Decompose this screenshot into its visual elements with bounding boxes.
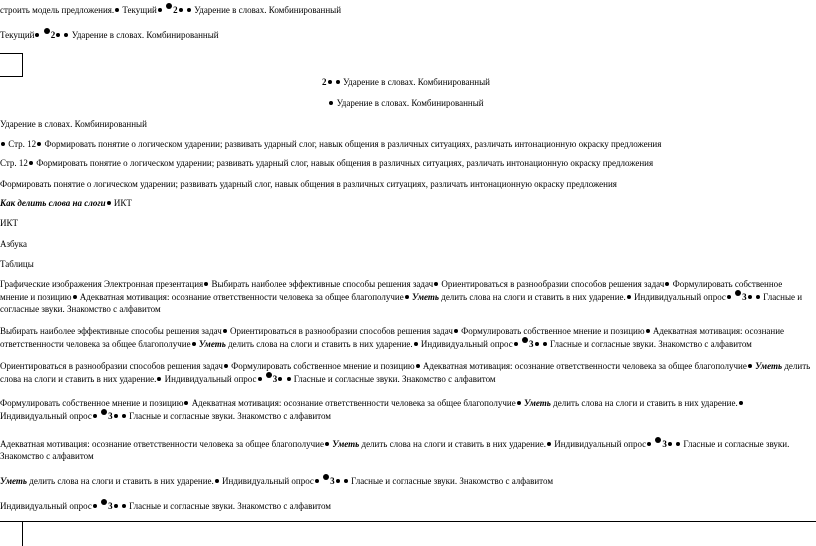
table-border-line <box>0 521 816 522</box>
p6-i: 3 <box>330 476 335 486</box>
line-1-a: строить модель предложения. <box>0 5 115 15</box>
p3-g: делить слова на слоги и ставить в них ударение. <box>0 361 811 384</box>
bullet-icon <box>64 33 68 37</box>
p1-d: Формулировать собственное мнение и позицию <box>0 279 783 302</box>
p4-d: Формулировать собственное мнение и позицию <box>0 398 184 408</box>
line-10 <box>0 217 812 229</box>
bullet-icon <box>323 474 329 480</box>
p3-e: Адекватная мотивация: осознание ответственности человека за общее благополучие <box>420 361 747 371</box>
p7-j: Гласные и согласные звуки. Знакомство с алфавитом <box>126 501 331 511</box>
p1-c: Ориентироваться в разнообразии способов решения задач <box>439 279 665 289</box>
bullet-icon <box>739 401 743 405</box>
p4-g: делить слова на слоги и ставить в них ударение. <box>550 398 738 408</box>
p2-e: Адекватная мотивация: осознание ответственности человека за общее благополучие <box>0 326 785 349</box>
bullet-icon <box>676 442 680 446</box>
line-9-a: Как делить слова на слоги <box>0 198 106 208</box>
p1-h: Индивидуальный опрос <box>631 292 726 302</box>
p2-c: Ориентироваться в разнообразии способов решения задач <box>227 326 453 336</box>
bullet-icon <box>517 401 521 405</box>
line-11-a: Азбука <box>0 239 28 249</box>
line-2-c: 2 <box>50 30 56 40</box>
bullet-icon <box>73 295 77 299</box>
line-6 <box>0 138 812 150</box>
bullet-icon <box>184 401 188 405</box>
bullet-icon <box>668 442 672 446</box>
p4-h: Индивидуальный опрос <box>0 411 92 421</box>
line-9 <box>0 197 812 209</box>
p1-i: 3 <box>742 292 747 302</box>
p6-f: Уметь <box>0 476 27 486</box>
bullet-icon <box>44 28 50 34</box>
line-7 <box>0 157 812 169</box>
table-border-vertical <box>22 521 23 546</box>
paragraph-6 <box>0 474 812 487</box>
bullet-icon <box>166 3 172 9</box>
paragraph-4 <box>0 397 812 422</box>
line-7-b: Формировать понятие о логическом ударении; развивать ударный слог, навык общения в различных ситуациях, различать интонационную окраску предложения <box>33 158 654 168</box>
line-3 <box>0 76 812 88</box>
p2-d: Формулировать собственное мнение и позицию <box>458 326 645 336</box>
line-4 <box>0 97 812 109</box>
p2-f: Уметь <box>196 339 226 349</box>
p7-i: 3 <box>108 501 113 511</box>
bullet-icon <box>107 201 111 205</box>
p5-h: Индивидуальный опрос <box>552 439 647 449</box>
bullet-icon <box>187 8 191 12</box>
bullet-icon <box>93 504 97 508</box>
bullet-icon <box>535 342 539 346</box>
line-3-d: Ударение в словах. Комбинированный <box>340 77 490 87</box>
bullet-icon <box>35 33 39 37</box>
p6-g: делить слова на слоги и ставить в них ударение. <box>26 476 214 486</box>
paragraph-2 <box>0 325 812 350</box>
line-6-a: Стр. 12 <box>6 139 37 149</box>
bullet-icon <box>157 377 161 381</box>
p1-f: Уметь <box>409 292 439 302</box>
line-2 <box>0 28 812 41</box>
bullet-icon <box>204 282 208 286</box>
line-2-a: Текущий <box>0 30 35 40</box>
p5-i: 3 <box>662 439 667 449</box>
paragraph-3 <box>0 360 812 385</box>
bullet-icon <box>56 33 60 37</box>
bullet-icon <box>756 295 760 299</box>
bullet-icon <box>543 342 547 346</box>
p3-j: Гласные и согласные звуки. Знакомство с алфавитом <box>291 374 496 384</box>
line-5-d: Ударение в словах. Комбинированный <box>0 119 147 129</box>
bullet-icon <box>258 377 262 381</box>
p3-d: Формулировать собственное мнение и позицию <box>228 361 415 371</box>
bullet-icon <box>748 364 752 368</box>
p3-c: Ориентироваться в разнообразии способов решения задач <box>0 361 223 371</box>
bullet-icon <box>1 142 5 146</box>
line-8-b: Формировать понятие о логическом ударении; развивать ударный слог, навык общения в различных ситуациях, различать интонационную окраску предложения <box>0 179 617 189</box>
bullet-icon <box>37 142 41 146</box>
line-8 <box>0 178 812 190</box>
bullet-icon <box>29 161 33 165</box>
line-1-b: Текущий <box>120 5 157 15</box>
bullet-icon <box>344 479 348 483</box>
bullet-icon <box>646 329 650 333</box>
p2-b: Выбирать наиболее эффективные способы решения задач <box>0 326 222 336</box>
p1-e: Адекватная мотивация: осознание ответственности человека за общее благополучие <box>77 292 404 302</box>
p6-j: Гласные и согласные звуки. Знакомство с алфавитом <box>348 476 554 486</box>
bullet-icon <box>325 442 329 446</box>
line-4-d: Ударение в словах. Комбинированный <box>334 98 484 108</box>
p5-e: Адекватная мотивация: осознание ответственности человека за общее благополучие <box>0 439 324 449</box>
p1-g: делить слова на слоги и ставить в них ударение. <box>438 292 626 302</box>
p6-h: Индивидуальный опрос <box>219 476 314 486</box>
bullet-icon <box>114 504 118 508</box>
line-5 <box>0 118 812 130</box>
bullet-icon <box>114 414 118 418</box>
bullet-icon <box>665 282 669 286</box>
p4-i: 3 <box>108 411 113 421</box>
paragraph-7 <box>0 499 812 512</box>
p2-h: Индивидуальный опрос <box>418 339 513 349</box>
bullet-icon <box>315 479 319 483</box>
p4-e: Адекватная мотивация: осознание ответственности человека за общее благополучие <box>189 398 516 408</box>
bullet-icon <box>655 437 661 443</box>
paragraph-5 <box>0 437 812 462</box>
bullet-icon <box>414 342 418 346</box>
line-10-a: ИКТ <box>0 218 18 228</box>
bullet-icon <box>101 499 107 505</box>
p1-j: Гласные и согласные звуки. Знакомство с алфавитом <box>0 292 803 314</box>
bullet-icon <box>522 337 528 343</box>
p2-g: делить слова на слоги и ставить в них ударение. <box>225 339 413 349</box>
bullet-icon <box>647 442 651 446</box>
line-7-a: Стр. 12 <box>0 158 28 168</box>
bullet-icon <box>416 364 420 368</box>
bullet-icon <box>547 442 551 446</box>
line-1-d: Ударение в словах. Комбинированный <box>191 5 342 15</box>
bullet-icon <box>215 479 219 483</box>
bullet-icon <box>735 290 741 296</box>
bullet-icon <box>278 377 282 381</box>
line-6-b: Формировать понятие о логическом ударении; развивать ударный слог, навык общения в различных ситуациях, различать интонационную окраску предложения <box>42 139 662 149</box>
p7-h: Индивидуальный опрос <box>0 501 92 511</box>
bullet-icon <box>266 372 272 378</box>
bullet-icon <box>627 295 631 299</box>
bullet-icon <box>287 377 291 381</box>
p3-i: 3 <box>272 374 278 384</box>
bullet-icon <box>748 295 752 299</box>
bullet-icon <box>329 101 333 105</box>
bullet-icon <box>115 8 119 12</box>
line-2-d: Ударение в словах. Комбинированный <box>69 30 219 40</box>
line-1 <box>0 3 812 16</box>
bullet-icon <box>454 329 458 333</box>
bullet-icon <box>223 329 227 333</box>
bullet-icon <box>158 8 162 12</box>
p2-i: 3 <box>529 339 534 349</box>
bullet-icon <box>179 8 183 12</box>
p5-j: Гласные и согласные звуки. Знакомство с алфавитом <box>0 439 790 461</box>
p5-g: делить слова на слоги и ставить в них ударение. <box>359 439 547 449</box>
table-cell-box <box>0 53 23 77</box>
bullet-icon <box>101 409 107 415</box>
bullet-icon <box>336 479 340 483</box>
paragraph-1 <box>0 278 812 315</box>
p2-j: Гласные и согласные звуки. Знакомство с алфавитом <box>547 339 752 349</box>
bullet-icon <box>434 282 438 286</box>
line-3-c: 2 <box>322 77 327 87</box>
p3-f: Уметь <box>752 361 783 371</box>
bullet-icon <box>336 80 340 84</box>
p3-h: Индивидуальный опрос <box>162 374 257 384</box>
line-12 <box>0 258 812 270</box>
bullet-icon <box>192 342 196 346</box>
line-11 <box>0 238 812 250</box>
bullet-icon <box>514 342 518 346</box>
bullet-icon <box>122 504 126 508</box>
p4-f: Уметь <box>521 398 551 408</box>
bullet-icon <box>405 295 409 299</box>
p1-a: Графические изображения Электронная презентация <box>0 279 204 289</box>
bullet-icon <box>122 414 126 418</box>
bullet-icon <box>727 295 731 299</box>
p5-f: Уметь <box>330 439 360 449</box>
bullet-icon <box>93 414 97 418</box>
line-9-b: ИКТ <box>111 198 132 208</box>
p4-j: Гласные и согласные звуки. Знакомство с алфавитом <box>126 411 331 421</box>
line-1-c: 2 <box>173 5 178 15</box>
bullet-icon <box>224 364 228 368</box>
line-12-a: Таблицы <box>0 259 34 269</box>
bullet-icon <box>328 80 332 84</box>
p1-b: Выбирать наиболее эффективные способы решения задач <box>209 279 434 289</box>
